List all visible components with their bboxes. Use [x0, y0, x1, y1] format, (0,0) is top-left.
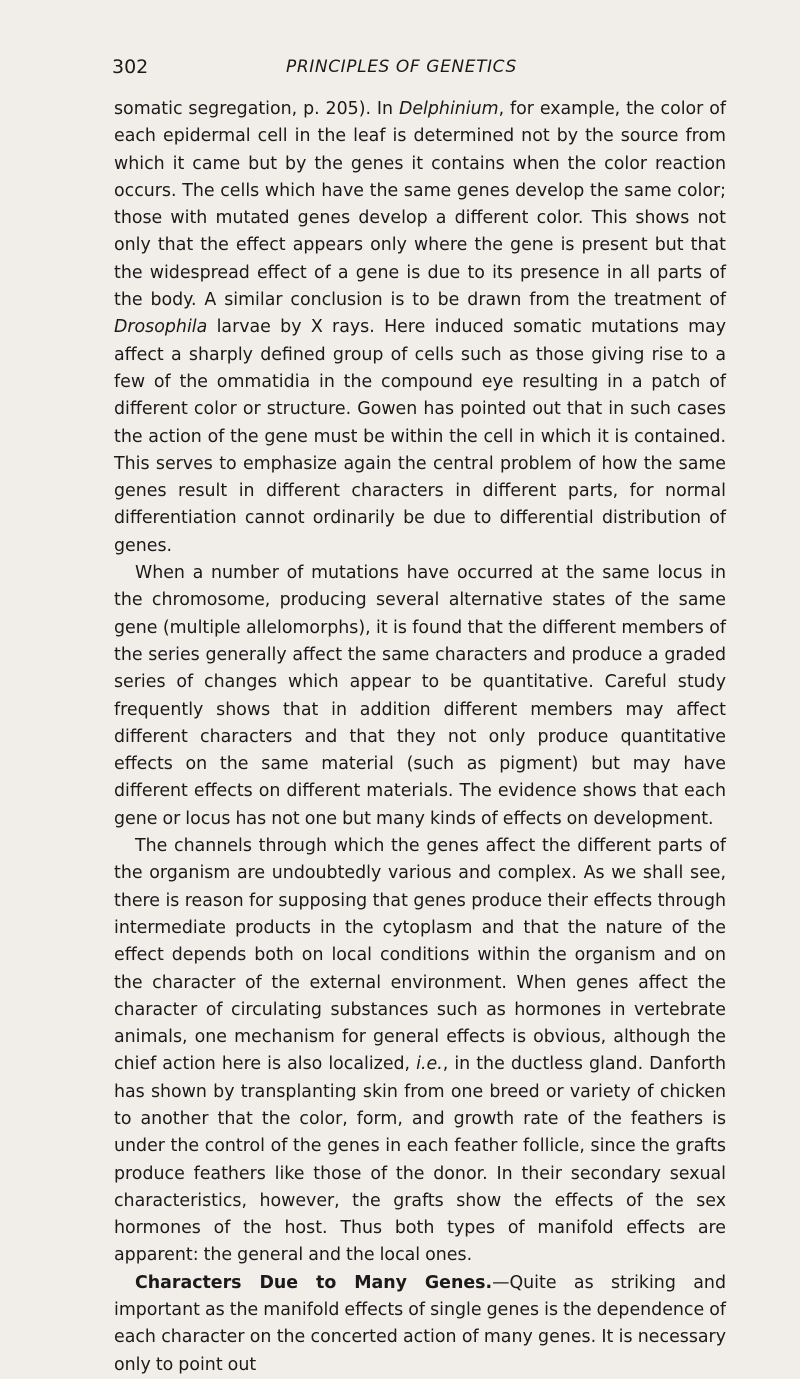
section-heading-characters-due-to-many-genes: Characters Due to Many Genes.	[135, 1272, 493, 1293]
paragraph-3	[114, 833, 726, 1270]
book-page	[114, 56, 726, 1379]
paragraph-1-italic-delphinium: Delphinium	[398, 99, 499, 119]
paragraph-1-italic-drosophila: Drosophila	[114, 317, 208, 338]
paragraph-4	[114, 1270, 726, 1379]
running-title: PRINCIPLES OF GENETICS	[286, 57, 517, 77]
paragraph-3-text-c: , in the ductless gland. Danforth has shown by transplanting skin from one breed or variety of chicken to another that the color, form, and growth rate of the feathers is under the control of the genes in each feather follicle, since the grafts produce feathers like those of the donor. In their secondary sexual characteristics, however, the grafts show the effects of the sex hormones of the host. Thus both types of manifold effects are apparent: the general and the local ones.	[114, 1054, 726, 1266]
paragraph-3-text-a: The channels through which the genes affect the different parts of the organism are undoubtedly various and complex. As we shall see, there is reason for supposing that genes produce their effects through intermediate products in the cytoplasm and that the nature of the effect depends both on local conditions within the organism and on the character of the external environment. When genes affect the character of circulating substances such as hormones in vertebrate animals, one mechanism for general effects is obvious, although the chief action here is also localized,	[114, 836, 726, 1075]
paragraph-1-text-e: larvae by X rays. Here induced somatic mutations may affect a sharply defined group of cells such as those giving rise to a few of the ommatidia in the compound eye resulting in a patch of different color or structure. Gowen has pointed out that in such cases the action of the gene must be within the cell in which it is contained. This serves to emphasize again the central problem of how the same genes result in different characters in different parts, for normal differentiation cannot ordinarily be due to differential distribution of genes.	[114, 317, 726, 556]
paragraph-2: When a number of mutations have occurred at the same locus in the chromosome, producing several alternative states of the same gene (multiple allelomorphs), it is found that the different members of the series generally affect the same characters and produce a graded series of changes which appear to be quantitative. Careful study frequently shows that in addition different members may affect different characters and that they not only produce quantitative effects on the same material (such as pigment) but may have different effects on different materials. The evidence shows that each gene or locus has not one but many kinds of effects on development.	[114, 563, 726, 829]
paragraph-4-text: —Quite as striking and important as the manifold effects of single genes is the dependence of each character on the concerted action of many genes. It is necessary only to point out	[114, 1272, 726, 1375]
paragraph-1	[114, 96, 726, 560]
page-header	[114, 56, 726, 96]
paragraph-1-text-c: , for example, the color of each epidermal cell in the leaf is determined not by the source from which it came but by the genes it contains when the color reaction occurs. The cells which have the same genes develop the same color; those with mutated genes develop a different color. This shows not only that the effect appears only where the gene is present but that the widespread effect of a gene is due to its presence in all parts of the body. A similar conclusion is to be drawn from the treatment of	[114, 99, 726, 311]
paragraph-3-italic-ie: i.e.	[416, 1054, 443, 1075]
paragraph-1-text-a: somatic segregation, p. 205). In	[114, 99, 399, 119]
page-number: 302	[112, 56, 149, 78]
